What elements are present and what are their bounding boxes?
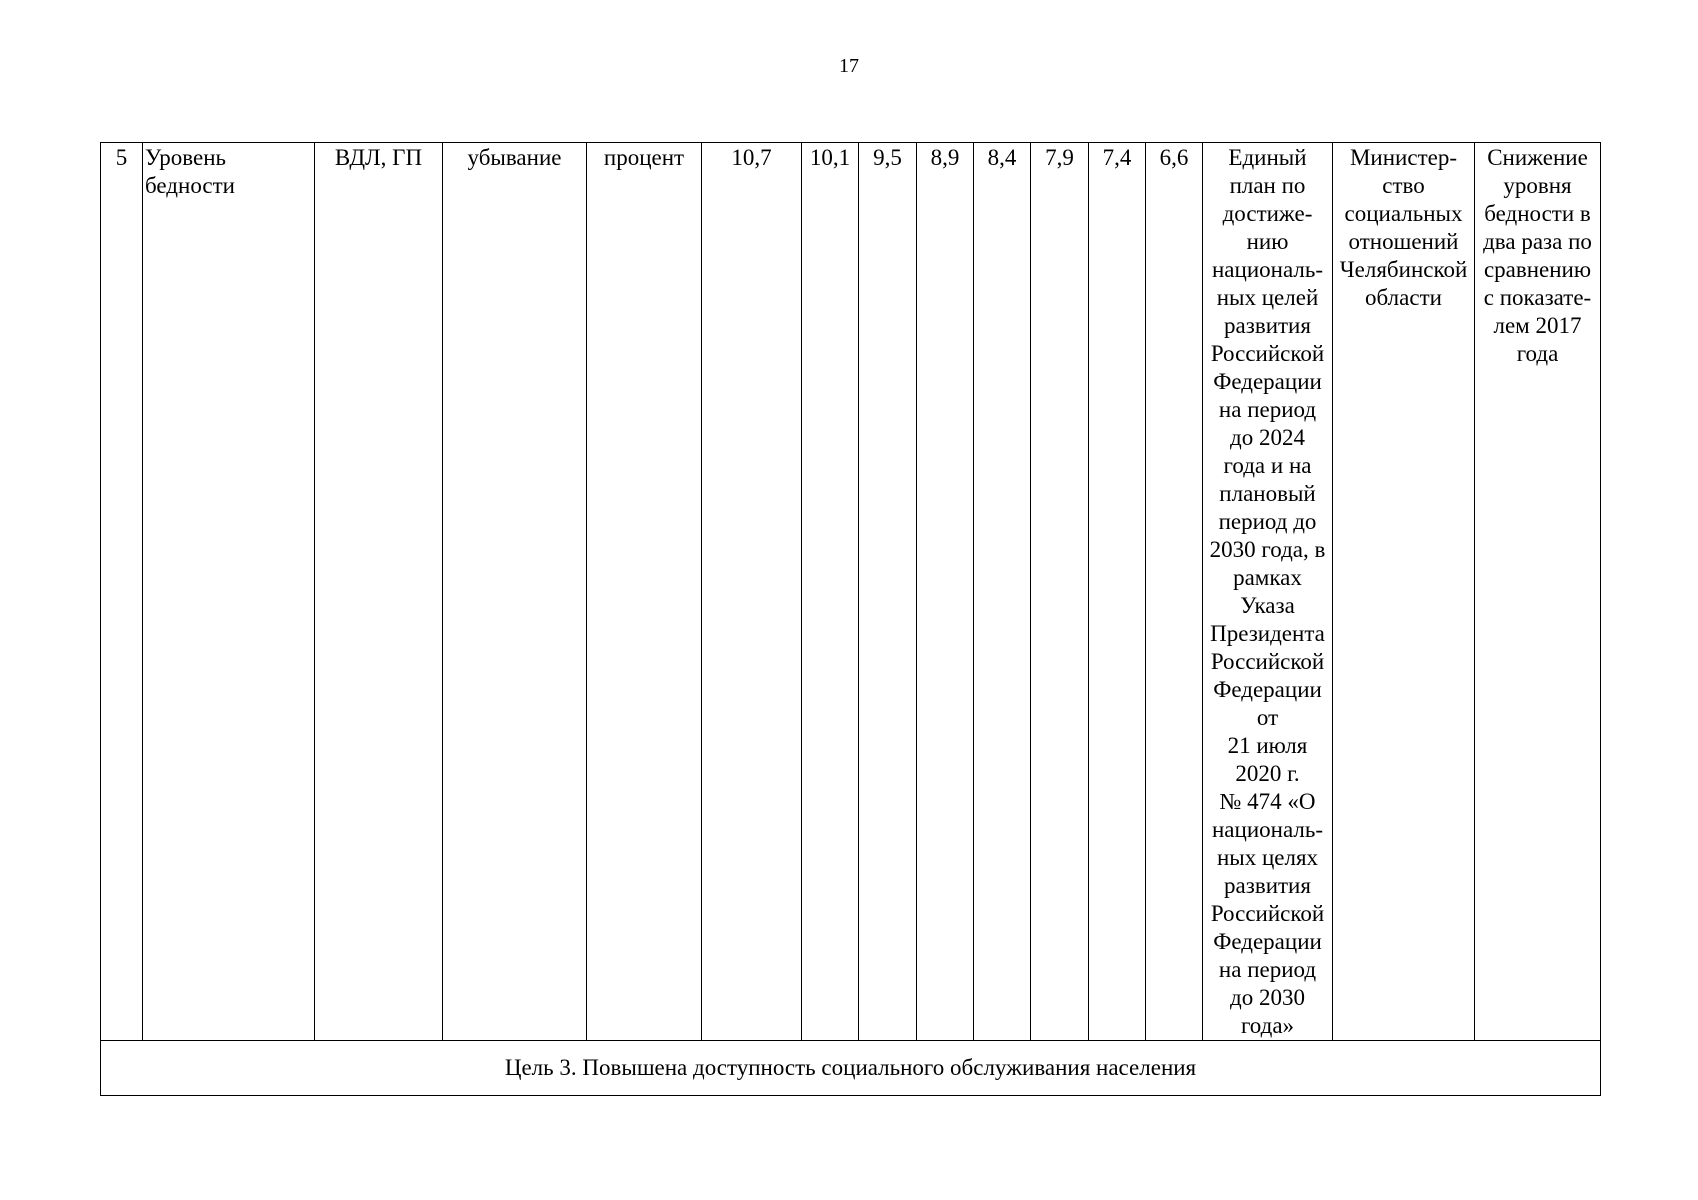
value-cell: 8,4 xyxy=(974,143,1031,1041)
indicator-type: ВДЛ, ГП xyxy=(315,143,443,1041)
table-row xyxy=(101,143,1601,1041)
row-number: 5 xyxy=(101,143,143,1041)
responsible-body: Министер- ство социальных отношений Челябинской области xyxy=(1333,143,1475,1041)
source-document: Единый план по достиже- нию националь- ных целей развития Российской Федерации на период до 2024 года и на плановый период до 2030 года, в рамках Указа Президента Российской Федерации от 21 июля 2020 г. № 474 «О националь- ных целях развития Российской Федерации на период до 2030 года» xyxy=(1203,143,1333,1041)
indicator-unit: процент xyxy=(587,143,702,1041)
section-title: Цель 3. Повышена доступность социального обслуживания населения xyxy=(101,1041,1601,1096)
target-result: Снижение уровня бедности в два раза по сравнению с показате- лем 2017 года xyxy=(1475,143,1601,1041)
page-number: 17 xyxy=(839,55,859,77)
value-cell: 10,7 xyxy=(702,143,802,1041)
value-cell: 7,9 xyxy=(1031,143,1089,1041)
value-cell: 7,4 xyxy=(1089,143,1146,1041)
value-cell: 9,5 xyxy=(859,143,917,1041)
value-cell: 10,1 xyxy=(802,143,859,1041)
section-row xyxy=(101,1041,1601,1096)
indicator-trend: убывание xyxy=(443,143,587,1041)
value-cell: 6,6 xyxy=(1146,143,1203,1041)
indicators-table xyxy=(100,142,1601,1096)
value-cell: 8,9 xyxy=(917,143,974,1041)
indicator-name: Уровень бедности xyxy=(143,143,315,1041)
